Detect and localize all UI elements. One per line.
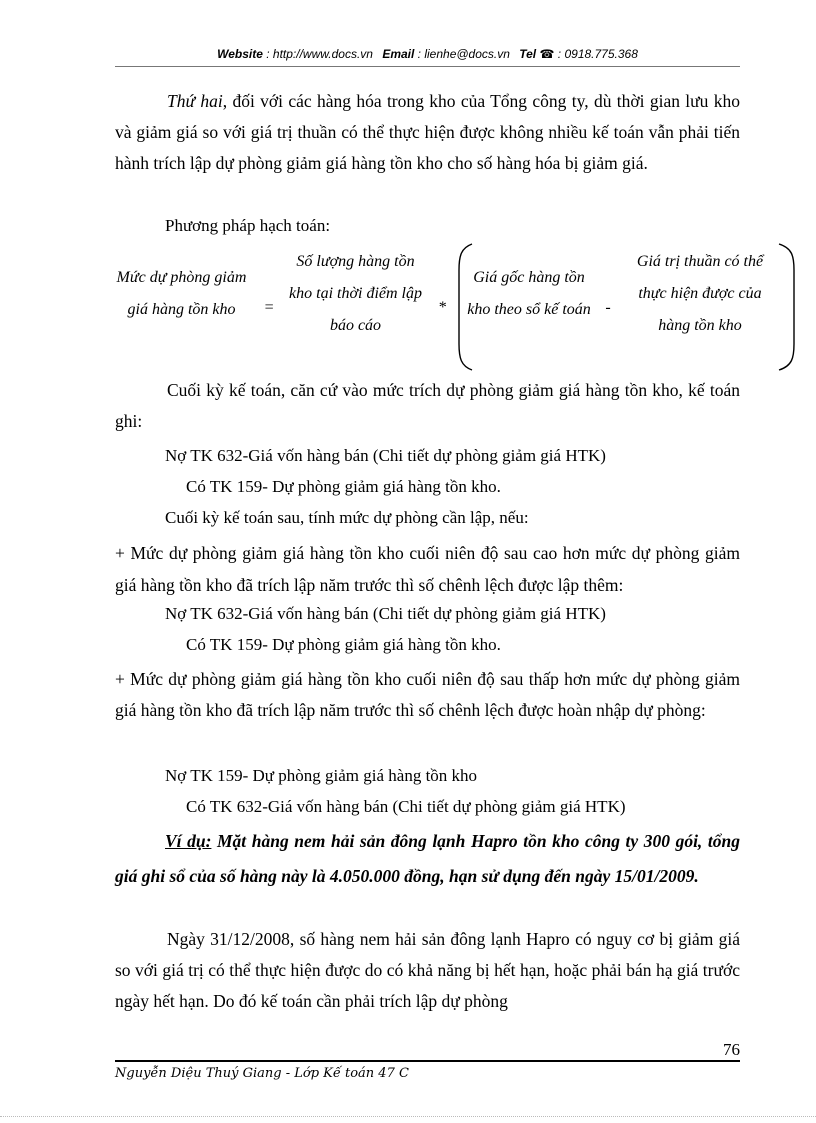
paragraph-4: Ngày 31/12/2008, số hàng nem hải sản đông lạnh Hapro có nguy cơ bị giảm giá so với giá trị có thể thực hiện được do có khả năng bị hết hạn, hoặc phải bán hạ giá trước ngày hết hạn. Do đó kế toán cần phải trích lập dự phòng: [115, 929, 740, 1011]
formula-times: *: [438, 299, 446, 316]
case-1: + Mức dự phòng giảm giá hàng tồn kho cuối niên độ sau cao hơn mức dự phòng giảm giá hàng tồn kho đã trích lập năm trước thì số chênh lệch được lập thêm:: [115, 543, 740, 595]
page-header: [115, 47, 740, 61]
email-value[interactable]: : lienhe@docs.vn: [417, 47, 510, 61]
tel-label: Tel: [519, 47, 537, 61]
formula-minus: -: [605, 299, 611, 316]
method-title: Phương pháp hạch toán:: [165, 216, 331, 235]
example-text: Mặt hàng nem hải sản đông lạnh Hapro tồn kho công ty 300 gói, tổng giá ghi sổ của số hàng này là 4.050.000 đồng, hạn sử dụng đến ngày 15/01/2009.: [115, 831, 740, 886]
page-number: 76: [723, 1040, 740, 1059]
paragraph-1-rest: , đối với các hàng hóa trong kho của Tổng công ty, dù thời gian lưu kho và giảm giá so với giá trị thuần có thể thực hiện được không nhiều kế toán vẫn phải tiến hành trích lập dự phòng giảm giá hàng tồn kho cho số hàng hóa bị giảm giá.: [115, 91, 740, 173]
footer-divider: [115, 1060, 740, 1062]
paragraph-2: Cuối kỳ kế toán, căn cứ vào mức trích dự phòng giảm giá hàng tồn kho, kế toán ghi:: [115, 380, 740, 431]
formula-quantity: Số lượng hàng tồn kho tại thời điểm lập báo cáo: [289, 253, 422, 334]
formula-equals: =: [263, 299, 275, 316]
example-label: Ví dụ:: [165, 831, 212, 851]
formula-right-paren: [776, 242, 798, 372]
page-bottom-border: [0, 1116, 816, 1117]
website-label: Website: [217, 47, 263, 61]
email-label: Email: [382, 47, 415, 61]
paragraph-3: Cuối kỳ kế toán sau, tính mức dự phòng cần lập, nếu:: [165, 508, 529, 527]
paragraph-1: [115, 86, 740, 179]
entry-2-credit: Có TK 159- Dự phòng giảm giá hàng tồn kho.: [186, 635, 501, 654]
header-divider: [115, 66, 740, 67]
example: [115, 824, 740, 894]
tel-value: : 0918.775.368: [557, 47, 638, 61]
footer-author: Nguyễn Diệu Thuý Giang - Lớp Kế toán 47 C: [115, 1066, 409, 1081]
entry-2-debit: Nợ TK 632-Giá vốn hàng bán (Chi tiết dự phòng giảm giá HTK): [165, 604, 606, 623]
case-2: + Mức dự phòng giảm giá hàng tồn kho cuối niên độ sau thấp hơn mức dự phòng giảm giá hàng tồn kho đã trích lập năm trước thì số chênh lệch được hoàn nhập dự phòng:: [115, 669, 740, 720]
entry-1-debit: Nợ TK 632-Giá vốn hàng bán (Chi tiết dự phòng giảm giá HTK): [165, 446, 606, 465]
formula-left: Mức dự phòng giảm giá hàng tồn kho: [116, 269, 247, 318]
paragraph-1-lead: Thứ hai: [167, 91, 223, 111]
formula-nrv: Giá trị thuần có thể thực hiện được của hàng tồn kho: [636, 253, 764, 334]
entry-1-credit: Có TK 159- Dự phòng giảm giá hàng tồn kho.: [186, 477, 501, 496]
entry-3-debit: Nợ TK 159- Dự phòng giảm giá hàng tồn kho: [165, 766, 478, 785]
formula-cost: Giá gốc hàng tồn kho theo sổ kế toán: [467, 269, 591, 318]
entry-3-credit: Có TK 632-Giá vốn hàng bán (Chi tiết dự phòng giảm giá HTK): [186, 797, 626, 816]
phone-icon: ☎: [539, 47, 555, 61]
website-value[interactable]: : http://www.docs.vn: [266, 47, 373, 61]
